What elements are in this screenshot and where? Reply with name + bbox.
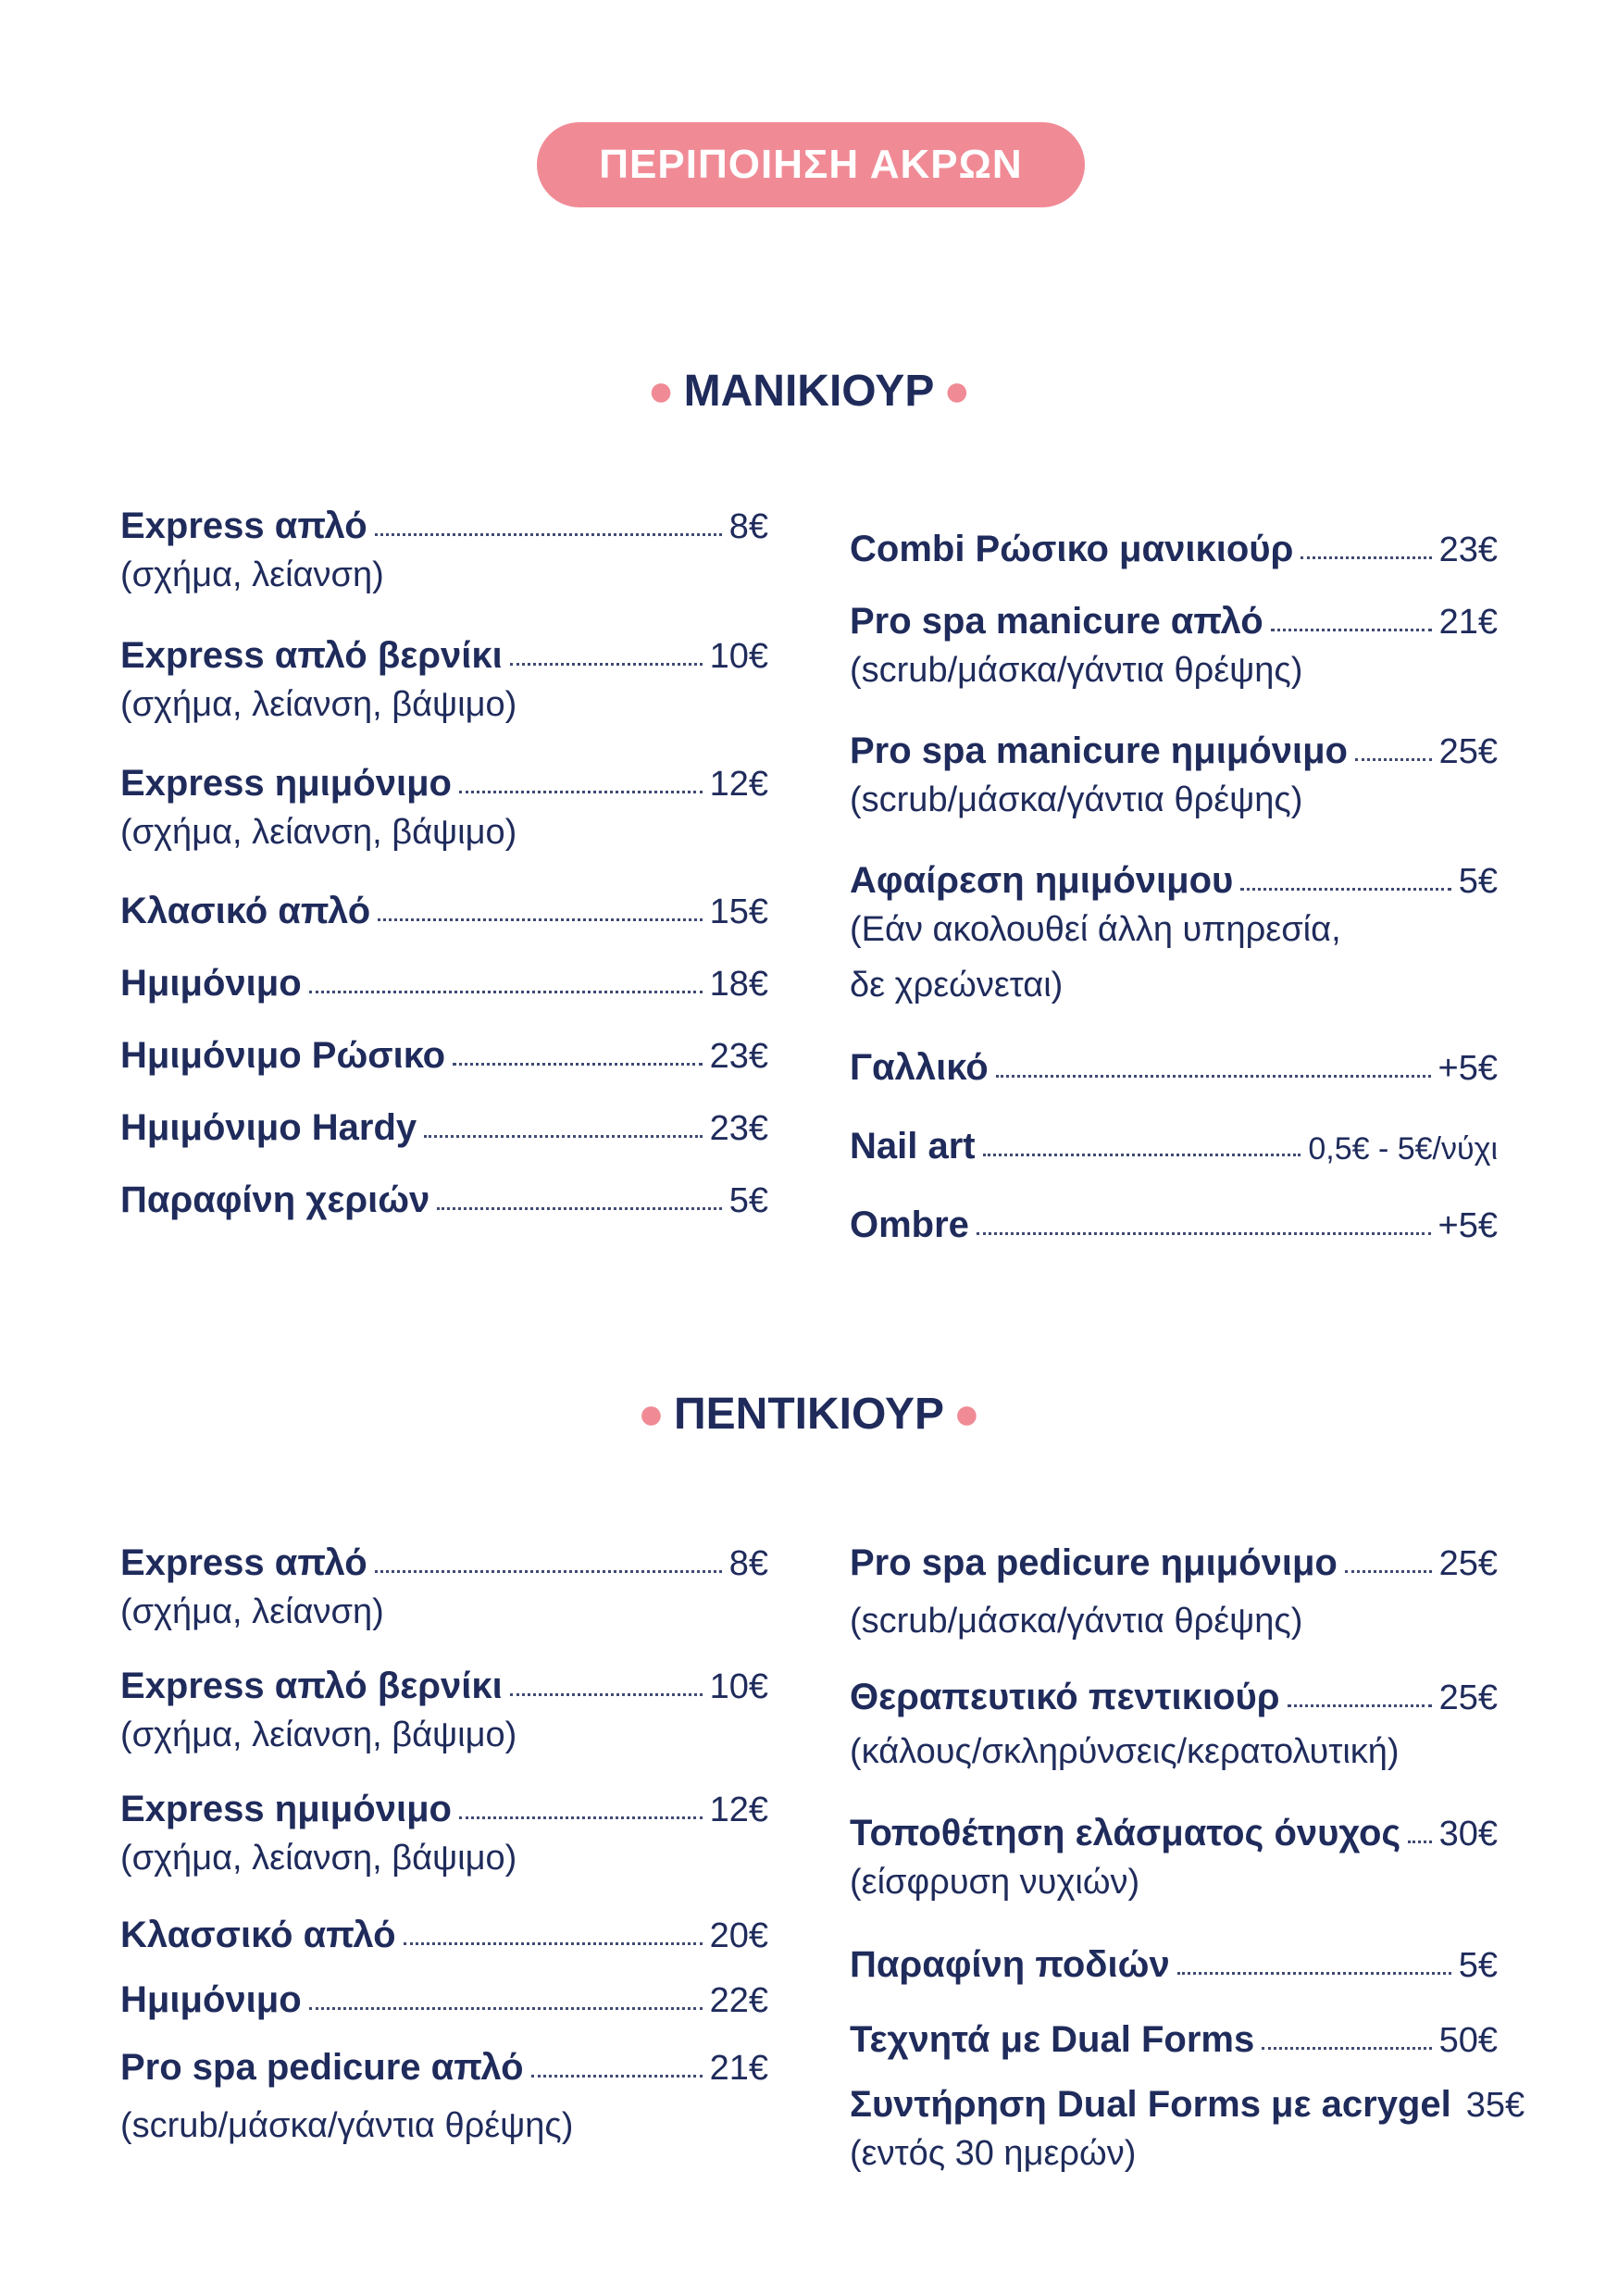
dotted-leader [1177,1972,1451,1975]
item-name: Ημιμόνιμο [120,1979,302,2020]
item-description: δε χρεώνεται) [850,966,1064,1004]
item-price: 25€ [1438,732,1498,771]
item-name: Express ημιμόνιμο [120,1789,452,1829]
menu-item [120,1532,768,1640]
item-price: 15€ [709,892,768,931]
item-price: 50€ [1438,2021,1498,2060]
dotted-leader [996,1075,1431,1078]
dotted-leader [309,2007,703,2010]
dotted-leader [459,791,703,793]
item-price: 25€ [1438,1544,1498,1583]
item-name: Θεραπευτικό πεντικιούρ [850,1677,1280,1717]
item-name: Κλασσικό απλό [120,1915,396,1955]
menu-item [120,2037,768,2153]
item-price: 8€ [728,507,768,546]
item-price: 23€ [709,1109,768,1148]
item-price: 5€ [1458,1946,1498,1985]
dotted-leader [1408,1841,1431,1843]
item-name: Αφαίρεση ημιμόνιμου [850,860,1234,901]
menu-item [850,1194,1498,1246]
manicure-title-block [0,366,1618,417]
pedicure-title: ΠΕΝΤΙΚΙΟΥΡ [673,1390,945,1439]
item-description: (σχήμα, λείανση, βάψιμο) [120,1839,517,1878]
item-price: 0,5€ - 5€/νύχι [1308,1131,1498,1167]
bullet-icon: ● [953,1390,981,1439]
item-description: (σχήμα, λείανση, βάψιμο) [120,813,517,852]
item-price: +5€ [1438,1206,1498,1245]
dotted-leader [459,1816,703,1819]
item-price: 12€ [709,765,768,804]
item-name: Παραφίνη χεριών [120,1179,430,1220]
item-price: 25€ [1438,1678,1498,1717]
dotted-leader [1355,758,1432,761]
item-name: Τεχνητά με Dual Forms [850,2019,1255,2060]
menu-item [850,1116,1498,1167]
menu-item [120,880,768,932]
page-title: ΠΕΡΙΠΟΙΗΣΗ ΑΚΡΩΝ [599,142,1023,187]
menu-item [120,1169,768,1221]
item-name: Συντήρηση Dual Forms με acrygel [850,2084,1451,2125]
item-price: 23€ [1438,530,1498,569]
menu-item [850,2009,1498,2061]
item-price: 18€ [709,965,768,1004]
item-name: Ημιμόνιμο Hardy [120,1107,417,1148]
pedicure-title-block [0,1389,1618,1440]
menu-item [120,753,768,860]
dotted-leader [375,1570,722,1573]
menu-item [120,1097,768,1149]
item-description: (σχήμα, λείανση, βάψιμο) [120,685,517,724]
item-description: (scrub/μάσκα/γάντια θρέψης) [120,2106,574,2145]
menu-item [850,1666,1498,1779]
dotted-leader [404,1942,703,1945]
dotted-leader [1240,888,1450,891]
item-price: 21€ [1438,603,1498,642]
menu-item [850,2074,1525,2181]
dotted-leader [510,1693,703,1696]
dotted-leader [1345,1570,1432,1573]
item-name: Express απλό βερνίκι [120,635,503,676]
section-header-pill [537,122,1085,207]
item-name: Pro spa pedicure απλό [120,2047,524,2088]
item-price: 35€ [1465,2086,1525,2125]
item-description: (scrub/μάσκα/γάντια θρέψης) [850,1602,1303,1641]
dotted-leader [1288,1704,1432,1707]
item-name: Express απλό βερνίκι [120,1666,503,1706]
item-name: Express απλό [120,505,367,546]
menu-item [850,518,1498,570]
item-price: 10€ [709,637,768,676]
item-price: +5€ [1438,1049,1498,1088]
menu-item [850,1803,1498,1910]
menu-item [850,591,1498,698]
dotted-leader [510,663,703,666]
dotted-leader [1271,629,1432,631]
item-name: Nail art [850,1126,976,1167]
menu-item [850,1037,1498,1089]
menu-item [120,1778,768,1886]
menu-item [120,495,768,603]
item-name: Pro spa manicure απλό [850,601,1263,642]
item-price: 22€ [709,1981,768,2020]
dotted-leader [1301,556,1431,559]
item-description: (εντός 30 ημερών) [850,2134,1137,2173]
item-description: (scrub/μάσκα/γάντια θρέψης) [850,780,1303,819]
menu-item [120,1655,768,1763]
menu-item [120,625,768,732]
item-price: 20€ [709,1916,768,1955]
menu-item [850,720,1498,828]
menu-item [120,1025,768,1077]
item-description: (κάλους/σκληρύνσεις/κερατολυτική) [850,1732,1400,1771]
item-name: Pro spa pedicure ημιμόνιμο [850,1542,1338,1583]
item-description: (σχήμα, λείανση) [120,1592,384,1631]
item-name: Ημιμόνιμο Ρώσικο [120,1035,446,1076]
item-description: (Εάν ακολουθεί άλλη υπηρεσία, [850,910,1341,949]
item-name: Express απλό [120,1542,367,1583]
manicure-title: ΜΑΝΙΚΙΟΥΡ [683,367,935,416]
menu-item [120,1969,768,2021]
item-name: Pro spa manicure ημιμόνιμο [850,730,1348,771]
item-price: 12€ [709,1791,768,1829]
item-price: 8€ [728,1544,768,1583]
item-price: 10€ [709,1667,768,1706]
item-name: Combi Ρώσικο μανικιούρ [850,529,1294,569]
item-price: 23€ [709,1037,768,1076]
item-name: Κλασικό απλό [120,891,371,931]
item-description: (είσφρυση νυχιών) [850,1863,1140,1902]
item-price: 5€ [728,1181,768,1220]
menu-item [120,1904,768,1956]
item-price: 5€ [1458,862,1498,901]
dotted-leader [1262,2047,1431,2050]
dotted-leader [437,1207,721,1210]
dotted-leader [453,1063,702,1066]
item-price: 30€ [1438,1815,1498,1853]
item-name: Ημιμόνιμο [120,963,302,1004]
bullet-icon: ● [647,367,675,416]
dotted-leader [983,1154,1301,1156]
dotted-leader [531,2075,703,2078]
item-name: Express ημιμόνιμο [120,763,452,804]
item-description: (σχήμα, λείανση) [120,555,384,594]
menu-item [850,1532,1498,1649]
bullet-icon: ● [637,1390,665,1439]
dotted-leader [424,1135,702,1138]
item-price: 21€ [709,2049,768,2088]
item-name: Τοποθέτηση ελάσματος όνυχος [850,1813,1401,1853]
item-name: Γαλλικό [850,1047,989,1088]
dotted-leader [375,533,722,536]
dotted-leader [309,991,703,993]
bullet-icon: ● [943,367,971,416]
item-description: (σχήμα, λείανση, βάψιμο) [120,1716,517,1754]
item-name: Ombre [850,1204,969,1245]
menu-item [120,953,768,1004]
menu-item [850,1934,1498,1986]
item-description: (scrub/μάσκα/γάντια θρέψης) [850,651,1303,690]
dotted-leader [378,918,702,921]
item-name: Παραφίνη ποδιών [850,1944,1170,1985]
menu-item [850,850,1498,1013]
dotted-leader [977,1232,1431,1235]
